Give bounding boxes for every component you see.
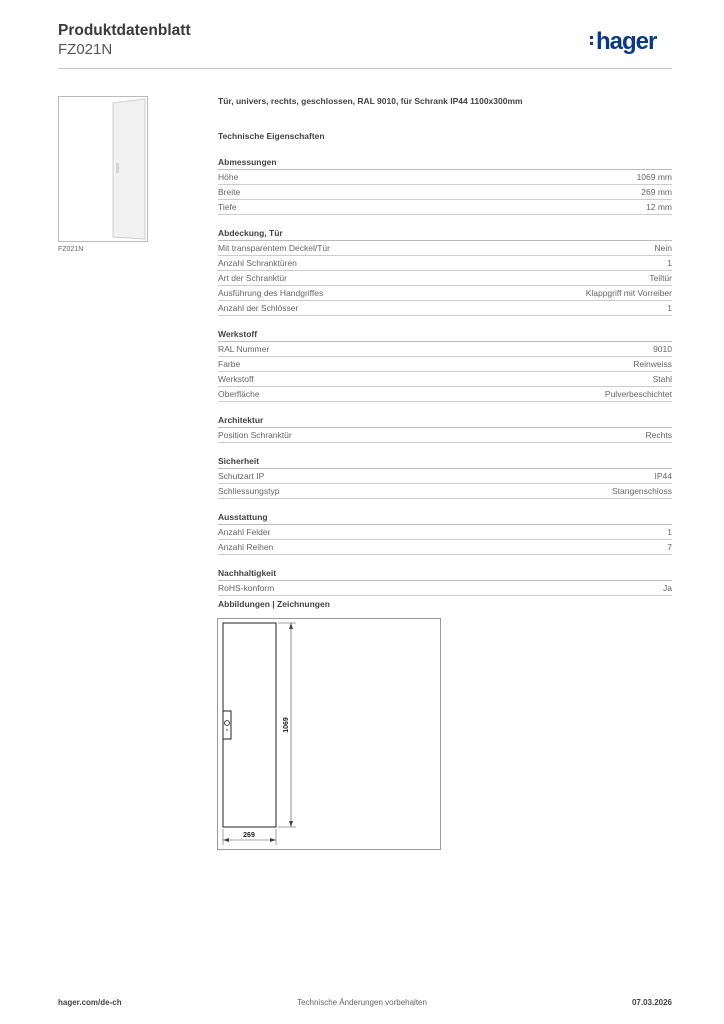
section-heading: Sicherheit [218,455,672,469]
door-drawing-icon [218,619,440,849]
property-row [218,271,672,286]
footer-disclaimer: Technische Änderungen vorbehalten [297,998,427,1007]
property-label: Mit transparentem Deckel/Tür [218,243,330,253]
property-value: 9010 [653,344,672,354]
property-value: Stangenschloss [611,486,672,496]
section-heading: Abdeckung, Tür [218,227,672,241]
logo-text: hager [596,28,657,55]
property-value: Pulverbeschichtet [604,389,672,399]
property-row [218,357,672,372]
property-row [218,342,672,357]
section-gap [218,402,672,414]
property-value: 1069 mm [636,172,672,182]
property-value: IP44 [654,471,672,481]
property-row [218,185,672,200]
property-value: 1 [667,527,672,537]
section-heading: Architektur [218,414,672,428]
property-label: Farbe [218,359,241,369]
section-heading: Nachhaltigkeit [218,567,672,581]
property-value: Nein [654,243,672,253]
property-value: Teiltür [649,273,672,283]
property-row [218,372,672,387]
product-description: Tür, univers, rechts, geschlossen, RAL 9010, für Schrank IP44 1100x300mm [218,96,523,106]
property-value: Stahl [652,374,672,384]
section-gap [218,215,672,227]
property-row [218,256,672,271]
property-row [218,200,672,215]
property-label: RoHS-konform [218,583,275,593]
property-value: Rechts [645,430,672,440]
property-row [218,428,672,443]
footer-website[interactable]: hager.com/de-ch [58,998,122,1007]
property-value: Klappgriff mit Vorreiber [585,288,672,298]
property-row [218,484,672,499]
property-label: Oberfläche [218,389,260,399]
property-value: 12 mm [646,202,672,212]
property-row [218,581,672,596]
product-code: FZ021N [58,41,113,58]
property-label: Schutzart IP [218,471,265,481]
tech-heading: Technische Eigenschaften [218,131,325,141]
property-value: Ja [663,583,672,593]
property-value: Reinweiss [633,359,672,369]
property-label: Anzahl der Schlösser [218,303,299,313]
property-label: Höhe [218,172,239,182]
property-label: Anzahl Schranktüren [218,258,297,268]
technical-drawing [217,618,441,850]
property-row [218,540,672,555]
property-value: 7 [667,542,672,552]
property-label: Anzahl Reihen [218,542,274,552]
property-row [218,469,672,484]
section-gap [218,443,672,455]
property-label: Breite [218,187,241,197]
property-row [218,301,672,316]
property-value: 269 mm [641,187,672,197]
door-thumbnail-icon [59,97,147,241]
logo-dots-icon [590,33,593,48]
property-label: Ausführung des Handgriffes [218,288,324,298]
height-dimension-label: 1069 [283,717,290,733]
properties-list [218,156,672,596]
property-value: 1 [667,303,672,313]
property-label: Tiefe [218,202,237,212]
thumbnail-label: FZ021N [58,246,84,253]
section-heading: Ausstattung [218,511,672,525]
property-label: RAL Nummer [218,344,270,354]
property-row [218,241,672,256]
property-row [218,286,672,301]
drawings-heading: Abbildungen | Zeichnungen [218,599,330,609]
section-heading: Werkstoff [218,328,672,342]
property-label: Art der Schranktür [218,273,287,283]
section-gap [218,499,672,511]
property-value: 1 [667,258,672,268]
property-row [218,170,672,185]
hager-logo [590,28,656,56]
property-row [218,525,672,540]
width-dimension-label: 269 [243,832,255,839]
property-label: Position Schranktür [218,430,292,440]
property-row [218,387,672,402]
section-gap [218,316,672,328]
product-thumbnail [58,96,148,242]
page-title: Produktdatenblatt [58,22,191,39]
section-heading: Abmessungen [218,156,672,170]
section-gap [218,555,672,567]
property-label: Werkstoff [218,374,254,384]
header-divider [58,68,672,69]
property-label: Anzahl Felder [218,527,271,537]
footer-date: 07.03.2026 [631,998,672,1007]
property-label: Schliessungstyp [218,486,280,496]
